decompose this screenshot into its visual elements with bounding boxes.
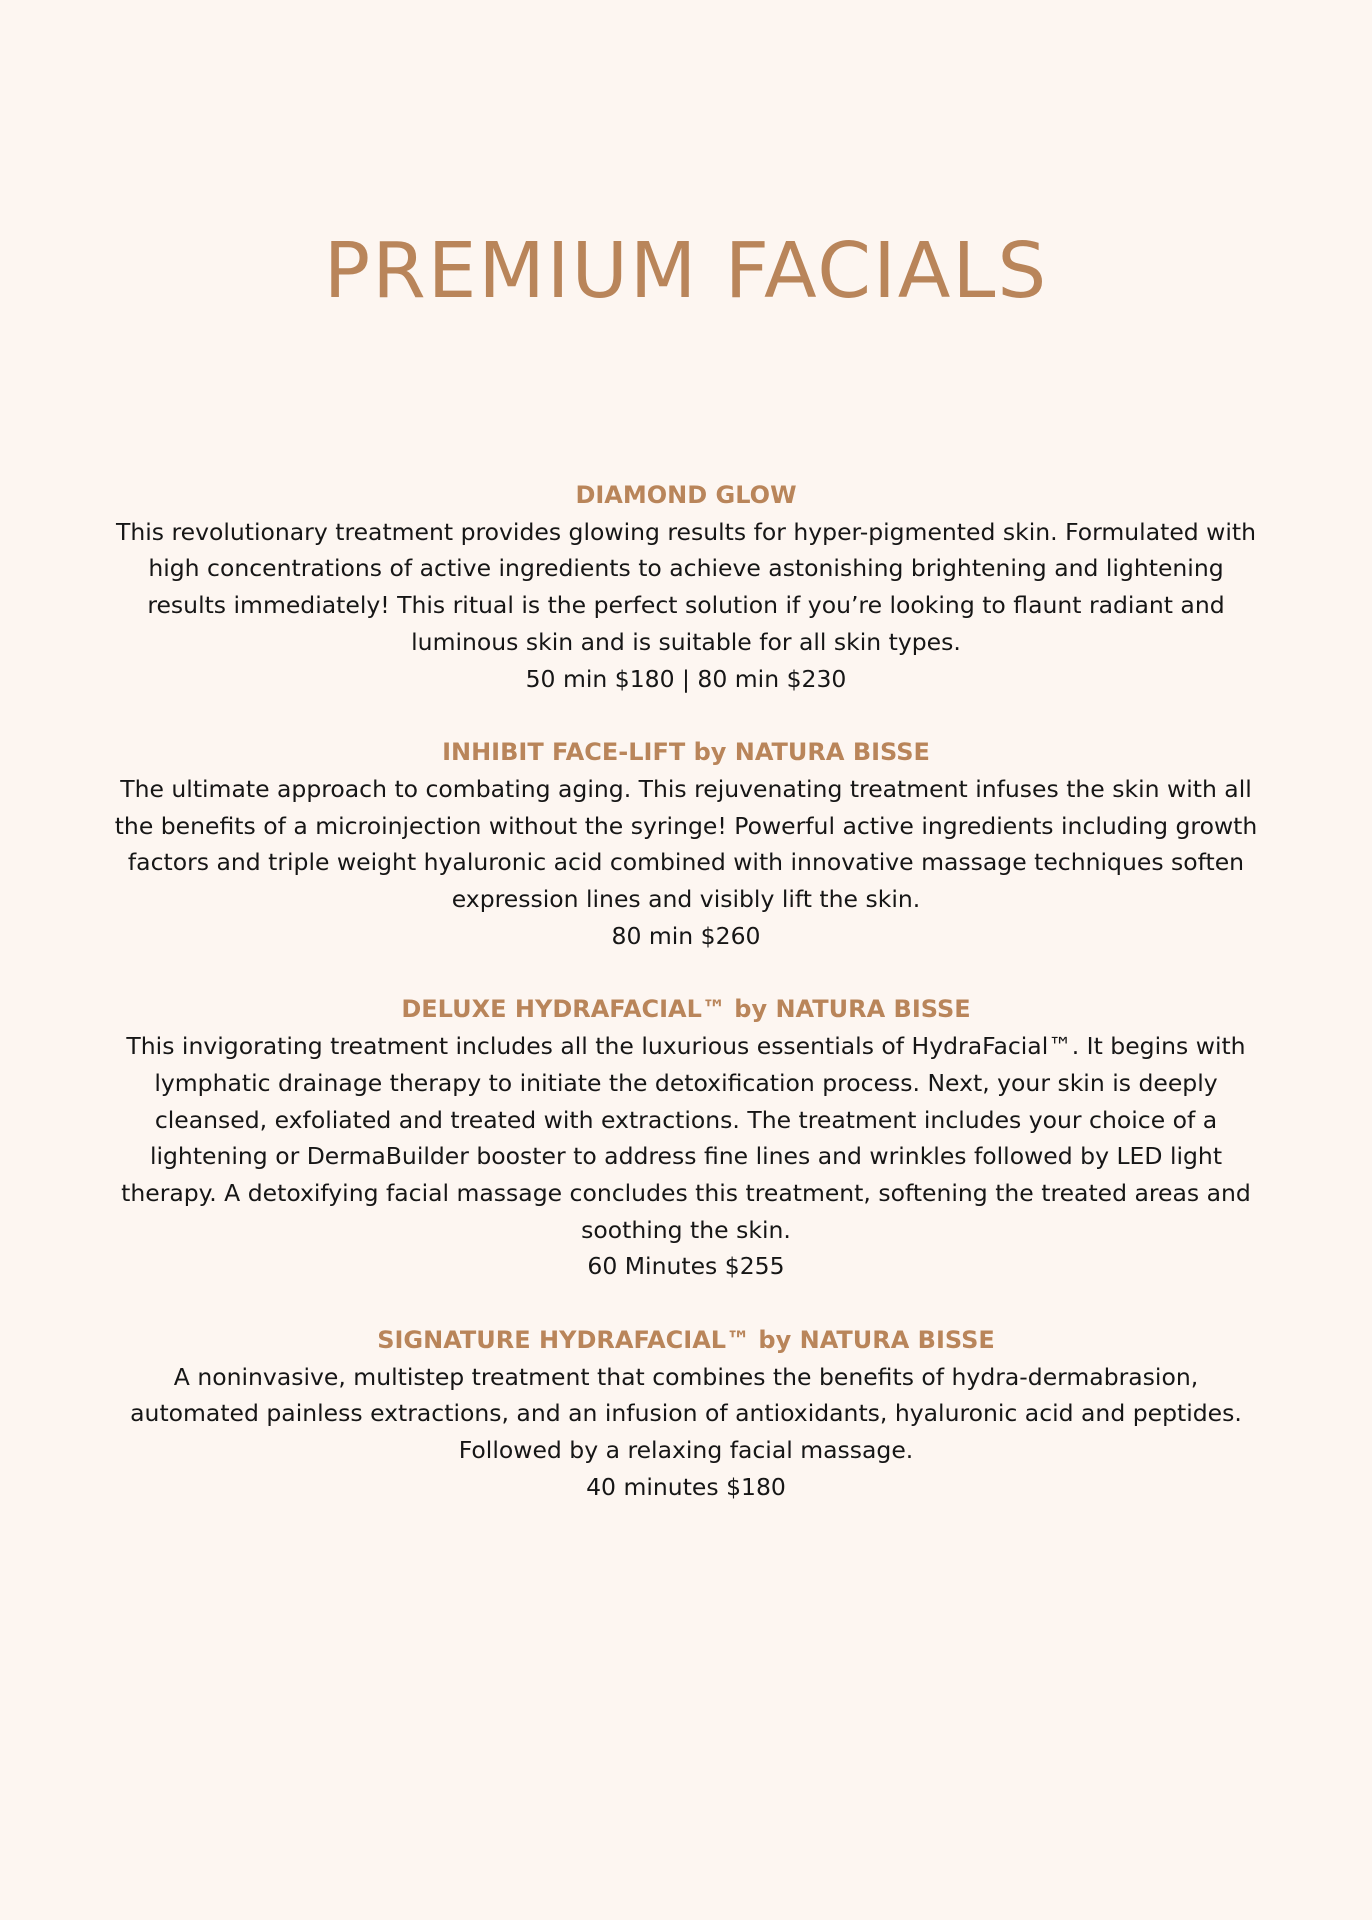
service-price: 40 minutes $180: [586, 1472, 786, 1501]
service-description: This invigorating treatment includes all the luxurious essentials of HydraFacial™. It begins with lymphatic drainage therapy to initiate the detoxification process. Next, your skin is deeply cleansed, exfoliated and treated with extractions. The treatment includes your choice of a lightening or DermaBuilder booster to address fine lines and wrinkles followed by LED light therapy. A detoxifying facial massage concludes this treatment, softening the treated areas and soothing the skin.: [121, 1032, 1251, 1244]
service-price: 50 min $180 | 80 min $230: [525, 664, 847, 693]
service-item-inhibit-face-lift: [110, 734, 1262, 954]
service-name: DELUXE HYDRAFACIAL™ by NATURA BISSE: [401, 995, 971, 1024]
service-name: DIAMOND GLOW: [575, 481, 797, 509]
service-price: 80 min $260: [611, 921, 761, 950]
service-item-signature-hydrafacial: [110, 1322, 1262, 1506]
service-name: SIGNATURE HYDRAFACIAL™ by NATURA BISSE: [377, 1326, 995, 1355]
service-description: The ultimate approach to combating aging. This rejuvenating treatment infuses the skin with all the benefits of a microinjection without the syringe! Powerful active ingredients including growth factors and triple weight hyaluronic acid combined with innovative massage techniques soften expression lines and visibly lift the skin.: [114, 774, 1258, 914]
service-list: [110, 477, 1262, 1543]
page-title: PREMIUM FACIALS: [323, 227, 1049, 316]
service-name: INHIBIT FACE-LIFT by NATURA BISSE: [442, 738, 930, 767]
service-description: A noninvasive, multistep treatment that combines the benefits of hydra-dermabrasion, automated painless extractions, and an infusion of antioxidants, hyaluronic acid and peptides. Followed by a relaxing facial massage.: [130, 1362, 1242, 1465]
service-item-deluxe-hydrafacial: [110, 991, 1262, 1285]
service-price: 60 Minutes $255: [587, 1252, 785, 1281]
service-item-diamond-glow: [110, 477, 1262, 697]
service-description: This revolutionary treatment provides glowing results for hyper-pigmented skin. Formulated with high concentrations of active ingredients to achieve astonishing brightening and lightening results immediately! This ritual is the perfect solution if you’re looking to flaunt radiant and luminous skin and is suitable for all skin types.: [115, 517, 1257, 656]
